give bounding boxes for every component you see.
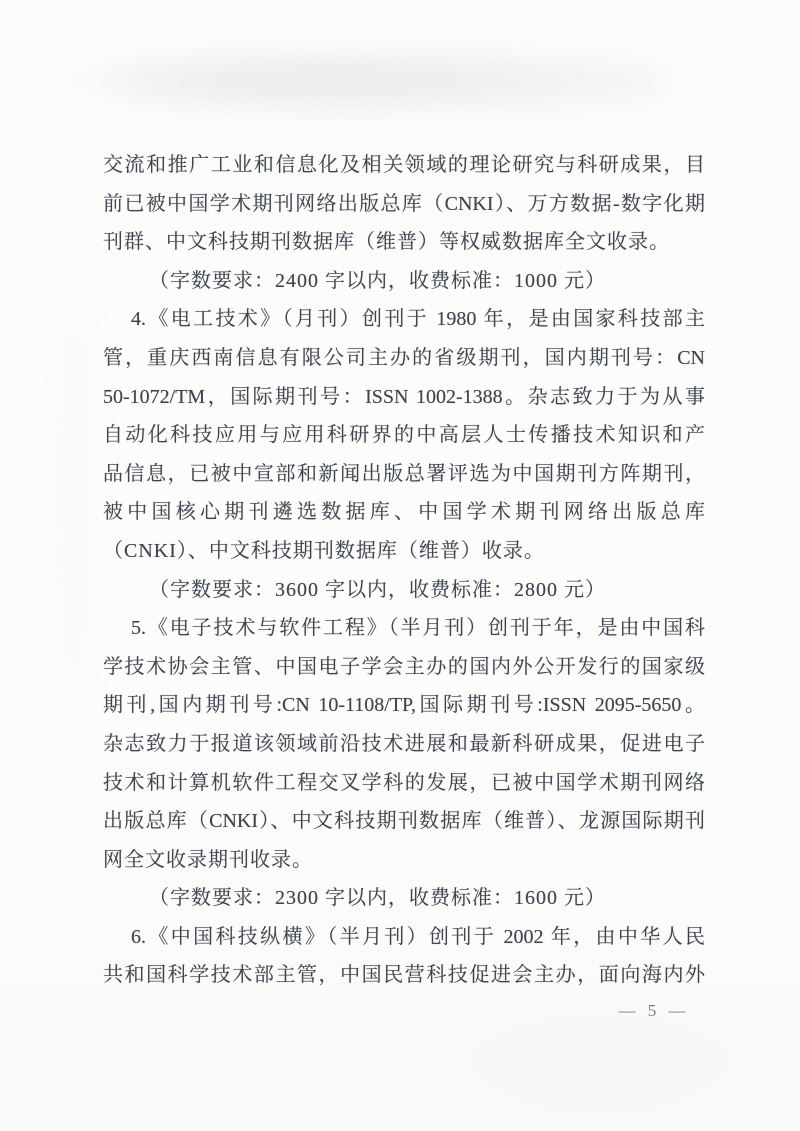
text-line-20: （字数要求：2300 字以内，收费标准：1600 元） [149,887,606,910]
text-line-12: （字数要求：3600 字以内，收费标准：2800 元） [149,578,606,601]
text-line-10: 被中国核心期刊遴选数据库、中国学术期刊网络出版总库 [103,501,705,524]
text-line-1: 交流和推广工业和信息化及相关领域的理论研究与科研成果，目 [103,154,705,176]
text-line-21: 6.《中国科技纵横》（半月刊）创刊于 2002 年，由中华人民 [131,925,705,948]
page-number: — 5 — [618,1001,690,1020]
text-line-19: 网全文收录期刊收录。 [103,848,313,871]
text-line-4: （字数要求：2400 字以内，收费标准：1000 元） [149,269,606,292]
scan-artifact-top [110,58,670,106]
scan-artifact-left [60,300,90,700]
text-line-15: 期刊,国内期刊号:CN 10-1108/TP,国际期刊号:ISSN 2095-5650。 [103,694,705,717]
text-line-14: 学技术协会主管、中国电子学会主办的国内外公开发行的国家级 [103,655,705,678]
text-line-18: 出版总库（CNKI）、中文科技期刊数据库（维普）、龙源国际期刊 [103,810,705,833]
text-line-6: 管，重庆西南信息有限公司主办的省级期刊，国内期刊号：CN [103,346,705,369]
document-text-block [103,146,705,995]
text-line-2: 前已被中国学术期刊网络出版总库（CNKI）、万方数据-数字化期 [103,192,705,215]
text-line-8: 自动化科技应用与应用科研界的中高层人士传播技术知识和产 [103,424,705,447]
text-line-11: （CNKI）、中文科技期刊数据库（维普）收录。 [103,539,545,562]
text-line-5: 4.《电工技术》（月刊）创刊于 1980 年，是由国家科技部主 [131,308,705,331]
text-line-17: 技术和计算机软件工程交叉学科的发展，已被中国学术期刊网络 [103,771,705,794]
text-line-7: 50-1072/TM，国际期刊号：ISSN 1002-1388。杂志致力于为从事 [103,385,705,408]
text-line-3: 刊群、中文科技期刊数据库（维普）等权威数据库全文收录。 [103,231,670,254]
text-line-9: 品信息，已被中宣部和新闻出版总署评选为中国期刊方阵期刊， [103,462,705,485]
text-line-22: 共和国科学技术部主管，中国民营科技促进会主办，面向海内外 [103,964,705,987]
text-line-13: 5.《电子技术与软件工程》（半月刊）创刊于年，是由中国科 [131,617,705,640]
text-line-16: 杂志致力于报道该领域前沿技术进展和最新科研成果，促进电子 [103,732,705,755]
